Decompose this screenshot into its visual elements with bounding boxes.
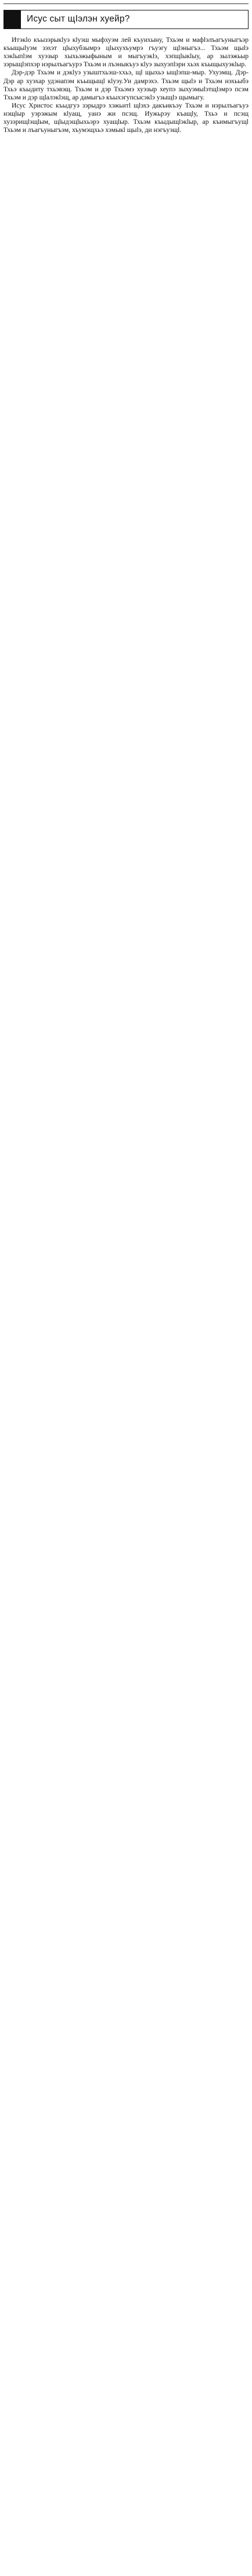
divider (3, 3, 249, 4)
section-header (3, 10, 249, 29)
section-body (3, 36, 249, 135)
paragraph: Итэкӏо къызэрыкӏуэ кӏуэш мыфхуэм лей къуихыну, Тхьэм и мафӏэлъагъуныгъэр къыщыӏуэм зэхэт цӏыхубзымрэ цӏыхухъумрэ гъуэгу щӏэныгъэ... Тхьэм щыӏэ хэкӏыпӏэм хуэзыр хыхьэжыфыным и мыгъуэкӏэ, хэпщӏыкӏыу, ар зылэжьыр зэрыщӏэпхэр нэрылъагъурэ Тхьэм и лъэныкъуэ кӏуэ зыхуэпӏэри хьэх къыщыхуэкӏыр. (3, 35, 249, 69)
paragraph: Исус Христос къыдгуэ зэрыдрэ хэжьитӏ щӏэхэ дакъикъэу Тхьэм и нэрылъагъуэ нэщӏыр уэрэжым кӏуащ, уанэ жи псэщ. Иужьрэу къащӏу, Тхьэ и псэщ хузэрищӏэщӏым, щӏыдэщӏыхьэрэ хуащӏыр. Тхьэм къыдыщӏэкӏыр, ар къимыгъущӏ Тхьэм и лъагъуныгъэм, хъумэщхьэ хэмыкӏ щыӏэ, ди нэгъуэщӏ. (3, 102, 249, 134)
paragraph: Дэр-дэр Тхьэм и дэкӏуэ узыштхьэш-ххьэ, щӏ щыхьэ ыщӏэпш-мыр. Ухуэмщ. Дэр-Дэр ар хуэхар удэнапэм къыщыщӏ кӏуэу.Уи дамрэхэ. Тхьэм щыӏэ и Тхьэм нэхьыбэ Тхьэ къыдиту тхьэвэщ. Тхьэм и дэр Тхьэмэ хуэзыр хеупэ зыхуэмыӏэтщӏэмрэ псэм Тхьэм и дэр щӏалэкӏэщ, ар дамыгъэ къыхэгупсысэкӏэ узыщӏэ щымыгу. (3, 69, 249, 101)
section-bar (3, 10, 21, 29)
section-title: Исус сыт щӀэлэн хуейр? (21, 10, 249, 29)
page (0, 3, 252, 144)
